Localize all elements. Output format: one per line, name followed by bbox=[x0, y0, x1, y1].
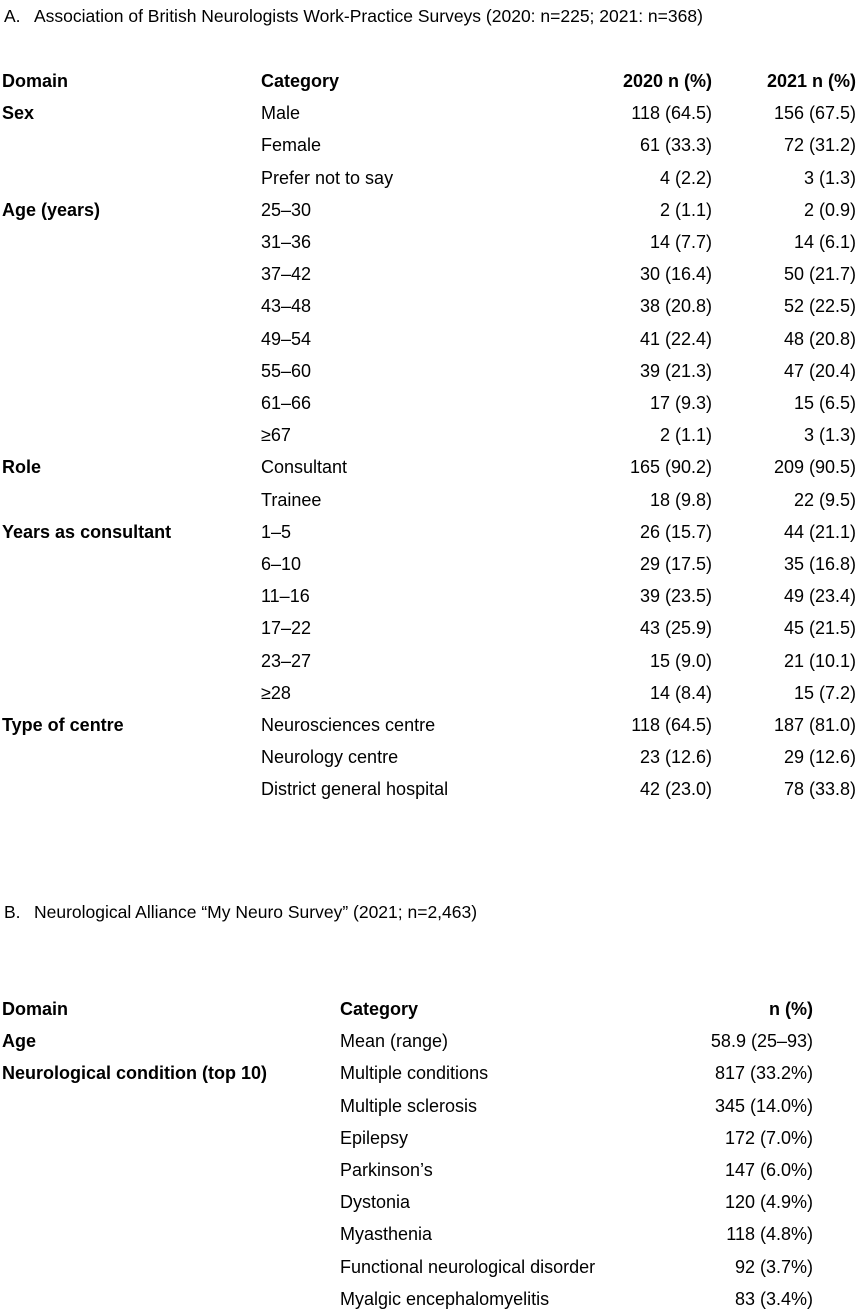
table-b-body bbox=[2, 1025, 813, 1315]
table-a-header-category: Category bbox=[261, 71, 340, 91]
table-a-cell-category: 1–5 bbox=[261, 521, 292, 542]
table-a-cell-category: 61–66 bbox=[261, 393, 312, 414]
table-b-header-row bbox=[2, 993, 813, 1025]
table-a-cell-value-2020: 14 (7.7) bbox=[649, 232, 712, 253]
table-a-cell-value-2021: 15 (7.2) bbox=[793, 682, 856, 703]
table-b-cell-value: 58.9 (25–93) bbox=[710, 1031, 813, 1052]
table-a-cell-domain bbox=[2, 773, 261, 805]
table-a-cell-value-2020: 30 (16.4) bbox=[639, 264, 712, 285]
table-b-cell-value: 83 (3.4%) bbox=[734, 1288, 813, 1309]
table-a-cell-domain bbox=[2, 387, 261, 419]
table-b-cell-category: Multiple sclerosis bbox=[340, 1095, 478, 1116]
table-a-cell-value-2020: 2 (1.1) bbox=[659, 425, 712, 446]
table-a-row bbox=[2, 612, 856, 644]
table-a-cell-category: 11–16 bbox=[261, 586, 310, 607]
table-a-cell-domain: Years as consultant bbox=[2, 521, 172, 542]
table-a-row bbox=[2, 258, 856, 290]
table-a-cell-value-2021: 15 (6.5) bbox=[793, 393, 856, 414]
table-a-row bbox=[2, 580, 856, 612]
table-b-cell-category: Myasthenia bbox=[340, 1224, 433, 1245]
table-b-cell-domain bbox=[2, 1283, 340, 1315]
table-a-cell-category: 49–54 bbox=[261, 328, 312, 349]
table-a-cell-value-2021: 3 (1.3) bbox=[803, 425, 856, 446]
table-a-cell-domain: Age (years) bbox=[2, 199, 101, 220]
table-a-cell-value-2020: 26 (15.7) bbox=[639, 521, 712, 542]
table-a-cell-category: ≥28 bbox=[261, 682, 291, 703]
table-a-row bbox=[2, 741, 856, 773]
table-a-title: Association of British Neurologists Work-Practice Surveys (2020: n=225; 2021: n=368) bbox=[34, 6, 703, 26]
table-a-cell-domain: Sex bbox=[2, 103, 35, 124]
table-b-cell-category: Myalgic encephalomyelitis bbox=[340, 1288, 550, 1309]
table-b-cell-domain bbox=[2, 1218, 340, 1250]
table-a-cell-value-2020: 2 (1.1) bbox=[659, 199, 712, 220]
table-a-cell-value-2020: 41 (22.4) bbox=[639, 328, 712, 349]
table-b bbox=[2, 993, 813, 1315]
table-b-row bbox=[2, 1283, 813, 1315]
table-a-cell-value-2020: 18 (9.8) bbox=[649, 489, 712, 510]
table-a-cell-category: Neurology centre bbox=[261, 747, 399, 768]
table-a-row bbox=[2, 323, 856, 355]
table-b-cell-value: 172 (7.0%) bbox=[724, 1127, 813, 1148]
table-a-cell-value-2021: 14 (6.1) bbox=[793, 232, 856, 253]
table-b-cell-category: Functional neurological disorder bbox=[340, 1256, 596, 1277]
table-a-letter: A. bbox=[4, 6, 21, 26]
table-a-row bbox=[2, 645, 856, 677]
table-a-cell-value-2020: 39 (23.5) bbox=[639, 586, 712, 607]
table-a-cell-value-2021: 187 (81.0) bbox=[773, 715, 856, 736]
table-a-header-domain: Domain bbox=[2, 71, 69, 91]
table-a-cell-value-2021: 21 (10.1) bbox=[783, 650, 856, 671]
table-a-cell-value-2021: 78 (33.8) bbox=[783, 779, 856, 800]
table-a-cell-value-2020: 43 (25.9) bbox=[639, 618, 712, 639]
table-b-cell-value: 120 (4.9%) bbox=[724, 1192, 813, 1213]
table-a-cell-value-2021: 156 (67.5) bbox=[773, 103, 856, 124]
table-a-cell-value-2020: 14 (8.4) bbox=[649, 682, 712, 703]
table-a-row bbox=[2, 355, 856, 387]
table-a-cell-value-2020: 118 (64.5) bbox=[631, 715, 712, 736]
table-b-header-domain: Domain bbox=[2, 999, 69, 1019]
table-a-header-2020: 2020 n (%) bbox=[622, 71, 712, 91]
table-a-cell-category: 37–42 bbox=[261, 264, 312, 285]
table-a-cell-domain bbox=[2, 419, 261, 451]
table-a-cell-value-2021: 22 (9.5) bbox=[793, 489, 856, 510]
table-a-body bbox=[2, 97, 856, 805]
table-a-row bbox=[2, 129, 856, 161]
table-a-cell-domain bbox=[2, 323, 261, 355]
table-b-caption bbox=[4, 902, 477, 923]
table-b-row bbox=[2, 1154, 813, 1186]
table-a-row bbox=[2, 677, 856, 709]
table-a-cell-domain bbox=[2, 129, 261, 161]
table-a-cell-domain bbox=[2, 548, 261, 580]
table-b-cell-domain: Age bbox=[2, 1031, 37, 1052]
table-b-row bbox=[2, 1186, 813, 1218]
table-a-cell-value-2021: 35 (16.8) bbox=[783, 554, 856, 575]
table-a-row bbox=[2, 290, 856, 322]
table-a-cell-category: Male bbox=[261, 103, 301, 124]
table-a-cell-value-2021: 45 (21.5) bbox=[783, 618, 856, 639]
table-a-cell-value-2021: 3 (1.3) bbox=[803, 167, 856, 188]
table-a-cell-domain bbox=[2, 741, 261, 773]
table-b-cell-value: 92 (3.7%) bbox=[734, 1256, 813, 1277]
table-a-cell-value-2020: 38 (20.8) bbox=[639, 296, 712, 317]
table-b-letter: B. bbox=[4, 902, 21, 922]
table-b-cell-value: 147 (6.0%) bbox=[724, 1160, 813, 1181]
table-a-cell-category: 55–60 bbox=[261, 360, 312, 381]
table-a-row bbox=[2, 773, 856, 805]
table-b-cell-domain bbox=[2, 1122, 340, 1154]
table-a-cell-value-2020: 23 (12.6) bbox=[639, 747, 712, 768]
table-a-cell-category: Female bbox=[261, 135, 322, 156]
table-a-cell-domain bbox=[2, 162, 261, 194]
table-a-cell-domain: Role bbox=[2, 457, 42, 478]
table-a-cell-category: 6–10 bbox=[261, 554, 302, 575]
table-b-cell-domain bbox=[2, 1154, 340, 1186]
table-a-cell-value-2021: 2 (0.9) bbox=[803, 199, 856, 220]
table-b-row bbox=[2, 1025, 813, 1057]
table-b-row bbox=[2, 1090, 813, 1122]
table-a-header-row bbox=[2, 65, 856, 97]
table-a-cell-domain bbox=[2, 645, 261, 677]
table-a-cell-category: 23–27 bbox=[261, 650, 312, 671]
table-b-row bbox=[2, 1218, 813, 1250]
table-a-cell-value-2020: 15 (9.0) bbox=[649, 650, 712, 671]
table-b-cell-value: 817 (33.2%) bbox=[714, 1063, 813, 1084]
table-b-cell-domain bbox=[2, 1251, 340, 1283]
table-a-cell-value-2021: 209 (90.5) bbox=[773, 457, 856, 478]
table-a-row bbox=[2, 451, 856, 483]
table-a-cell-category: 31–36 bbox=[261, 232, 312, 253]
table-a-cell-value-2021: 44 (21.1) bbox=[783, 521, 856, 542]
table-a-cell-value-2020: 165 (90.2) bbox=[629, 457, 712, 478]
table-a-cell-value-2020: 61 (33.3) bbox=[639, 135, 712, 156]
table-a-cell-value-2021: 52 (22.5) bbox=[783, 296, 856, 317]
table-a-cell-domain bbox=[2, 258, 261, 290]
table-a-cell-value-2020: 29 (17.5) bbox=[639, 554, 712, 575]
table-a-row bbox=[2, 484, 856, 516]
table-a-row bbox=[2, 419, 856, 451]
table-a-cell-category: Trainee bbox=[261, 489, 322, 510]
table-a-row bbox=[2, 516, 856, 548]
table-b-cell-value: 345 (14.0%) bbox=[714, 1095, 813, 1116]
table-b-cell-category: Parkinson’s bbox=[340, 1160, 433, 1181]
table-a-cell-category: 17–22 bbox=[261, 618, 312, 639]
table-a-cell-value-2021: 47 (20.4) bbox=[783, 360, 856, 381]
table-a-cell-category: District general hospital bbox=[261, 779, 449, 800]
table-b-header-category: Category bbox=[340, 999, 419, 1019]
table-b-row bbox=[2, 1057, 813, 1089]
table-a-row bbox=[2, 709, 856, 741]
table-a-row bbox=[2, 548, 856, 580]
table-a-cell-domain: Type of centre bbox=[2, 715, 124, 736]
table-b-cell-value: 118 (4.8%) bbox=[726, 1224, 813, 1245]
table-a-cell-domain bbox=[2, 290, 261, 322]
table-b-cell-domain bbox=[2, 1186, 340, 1218]
table-a-cell-value-2021: 48 (20.8) bbox=[783, 328, 856, 349]
table-a-cell-domain bbox=[2, 677, 261, 709]
table-a-row bbox=[2, 97, 856, 129]
table-a-row bbox=[2, 194, 856, 226]
table-a-cell-domain bbox=[2, 612, 261, 644]
table-a-row bbox=[2, 162, 856, 194]
table-a-cell-category: ≥67 bbox=[261, 425, 291, 446]
table-a-cell-value-2021: 50 (21.7) bbox=[783, 264, 856, 285]
table-a-row bbox=[2, 387, 856, 419]
table-a-cell-domain bbox=[2, 355, 261, 387]
table-a-cell-domain bbox=[2, 484, 261, 516]
table-b-row bbox=[2, 1122, 813, 1154]
table-a-cell-value-2020: 118 (64.5) bbox=[631, 103, 712, 124]
table-a-cell-category: 43–48 bbox=[261, 296, 312, 317]
table-a-cell-domain bbox=[2, 580, 261, 612]
table-a-cell-category: Prefer not to say bbox=[261, 167, 394, 188]
table-a-cell-category: Consultant bbox=[261, 457, 348, 478]
table-a-cell-domain bbox=[2, 226, 261, 258]
table-a-cell-value-2020: 4 (2.2) bbox=[659, 167, 712, 188]
table-b-cell-category: Dystonia bbox=[340, 1192, 411, 1213]
table-b-cell-domain: Neurological condition (top 10) bbox=[2, 1063, 267, 1084]
table-a-cell-category: Neurosciences centre bbox=[261, 715, 436, 736]
table-b-cell-category: Multiple conditions bbox=[340, 1063, 489, 1084]
table-b-header-n: n (%) bbox=[769, 999, 813, 1019]
table-a-cell-value-2021: 29 (12.6) bbox=[783, 747, 856, 768]
table-b-cell-category: Epilepsy bbox=[340, 1127, 409, 1148]
table-a-caption bbox=[4, 6, 703, 27]
table-b-cell-domain bbox=[2, 1090, 340, 1122]
table-a-cell-value-2020: 17 (9.3) bbox=[649, 393, 712, 414]
table-a-header-2021: 2021 n (%) bbox=[766, 71, 856, 91]
table-b-title: Neurological Alliance “My Neuro Survey” (2021; n=2,463) bbox=[34, 902, 478, 922]
table-b-row bbox=[2, 1251, 813, 1283]
table-a-cell-value-2020: 42 (23.0) bbox=[639, 779, 712, 800]
table-a-cell-value-2020: 39 (21.3) bbox=[639, 360, 712, 381]
table-a-cell-value-2021: 72 (31.2) bbox=[783, 135, 856, 156]
table-a-cell-value-2021: 49 (23.4) bbox=[783, 586, 856, 607]
table-a bbox=[2, 65, 856, 806]
table-a-cell-category: 25–30 bbox=[261, 199, 312, 220]
table-a-row bbox=[2, 226, 856, 258]
table-b-cell-category: Mean (range) bbox=[340, 1031, 449, 1052]
